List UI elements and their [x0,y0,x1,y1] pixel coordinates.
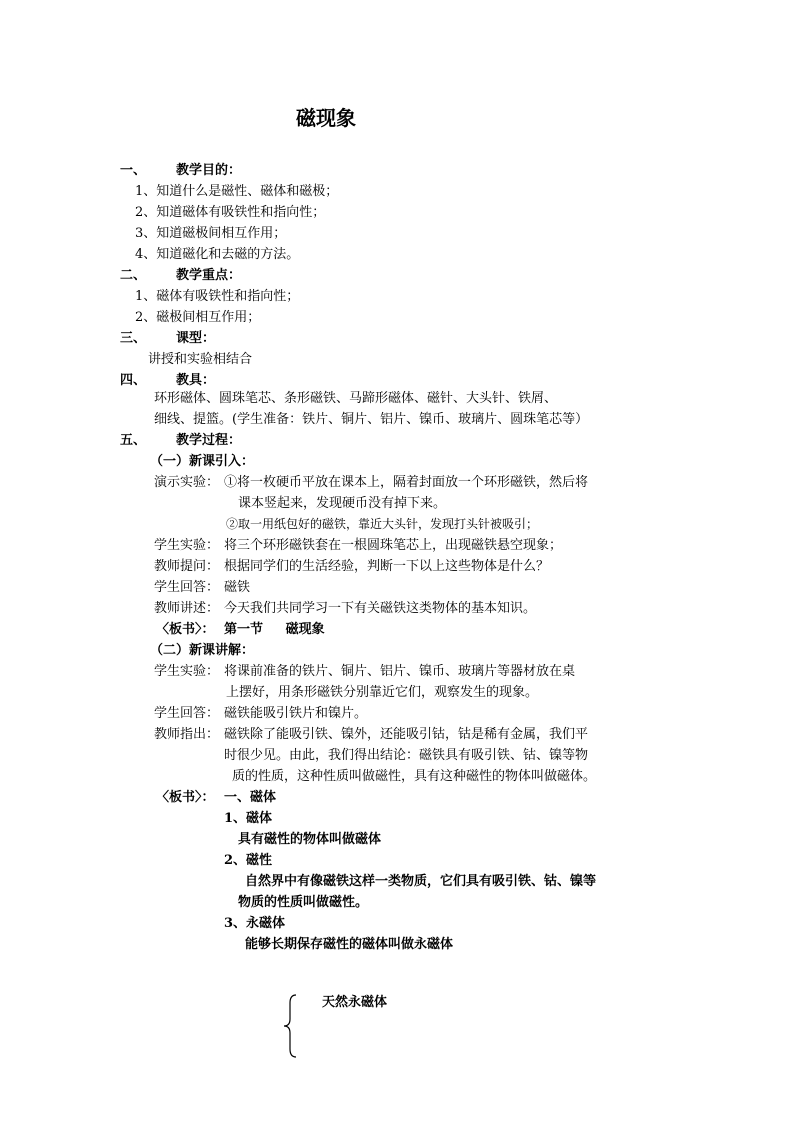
teacher-point-text: 时很少见。由此，我们得出结论：磁铁具有吸引铁、钴、镍等物 [224,748,589,763]
section-1-item: 3、知道磁极间相互作用； [135,226,287,241]
board-item-heading: 2、磁性 [224,853,273,868]
section-4-line: 环形磁体、圆珠笔芯、条形磁铁、马蹄形磁体、磁针、大头针、铁屑、 [154,391,558,406]
section-4-line: 细线、提篮。(学生准备：铁片、铜片、铝片、镍币、玻璃片、圆珠笔芯等） [154,412,589,427]
part-1-heading: （一）新课引入： [150,454,255,469]
student-answer-label: 学生回答： [154,580,220,595]
board-label: 〈板书〉： [156,622,215,637]
board-item-heading: 3、永磁体 [224,916,286,931]
student-experiment-text: 上摆好，用条形磁铁分别靠近它们，观察发生的现象。 [226,685,539,700]
student-answer-text: 磁铁 [224,580,251,595]
section-2-heading: 教学重点： [176,268,242,283]
section-2-number: 二、 [120,268,147,283]
student-experiment-label: 学生实验： [154,664,220,679]
section-4-number: 四、 [120,373,147,388]
page-title: 磁现象 [296,106,356,130]
demo-text: 课本竖起来，发现硬币没有掉下来。 [238,496,447,511]
board-text: 一、磁体 [224,790,277,805]
teacher-question-label: 教师提问： [154,559,220,574]
board-item-definition: 物质的性质叫做磁性。 [238,895,369,910]
section-2-item: 1、磁体有吸铁性和指向性； [135,289,300,304]
board-item-definition: 能够长期保存磁性的磁体叫做永磁体 [245,937,454,952]
section-1-heading: 教学目的： [176,163,242,178]
section-1-item: 2、知道磁体有吸铁性和指向性； [135,205,326,220]
section-1-item: 4、知道磁化和去磁的方法。 [135,247,300,262]
student-answer-label: 学生回答： [154,706,220,721]
board-item-definition: 自然界中有像磁铁这样一类物质，它们具有吸引铁、钴、镍等 [245,874,597,889]
demo-text: ①将一枚硬币平放在课本上，隔着封面放一个环形磁铁，然后将 [224,475,589,490]
section-3-body: 讲授和实验相结合 [148,352,253,367]
board-label: 〈板书〉： [156,790,215,805]
board-item-heading: 1、磁体 [224,811,273,826]
teacher-talk-label: 教师讲述： [154,601,220,616]
student-experiment-text: 将课前准备的铁片、铜片、铝片、镍币、玻璃片等器材放在桌 [224,664,576,679]
student-experiment-text: 将三个环形磁铁套在一根圆珠笔芯上，出现磁铁悬空现象； [224,538,563,553]
teacher-point-label: 教师指出： [154,727,220,742]
student-answer-text: 磁铁能吸引铁片和镍片。 [224,706,368,721]
teacher-point-text: 质的性质，这种性质叫做磁性，具有这种磁性的物体叫做磁体。 [232,769,597,784]
board-text: 第一节 磁现象 [224,622,325,637]
teacher-question-text: 根据同学们的生活经验，判断一下以上这些物体是什么？ [224,559,550,574]
teacher-talk-text: 今天我们共同学习一下有关磁铁这类物体的基本知识。 [224,601,537,616]
section-3-number: 三、 [120,331,147,346]
part-2-heading: （二）新课讲解： [150,643,255,658]
brace-item: 天然永磁体 [322,995,388,1010]
section-4-heading: 教具： [176,373,216,388]
demo-label: 演示实验： [154,475,220,490]
section-1-number: 一、 [120,163,147,178]
left-brace-icon [282,993,306,1059]
demo-text: ②取一用纸包好的磁铁，靠近大头针，发现打头针被吸引； [226,517,539,531]
section-5-number: 五、 [120,433,147,448]
teacher-point-text: 磁铁除了能吸引铁、镍外，还能吸引钴，钴是稀有金属，我们平 [224,727,589,742]
student-experiment-label: 学生实验： [154,538,220,553]
section-5-heading: 教学过程： [176,433,242,448]
section-3-heading: 课型： [176,331,216,346]
section-1-item: 1、知道什么是磁性、磁体和磁极； [135,184,339,199]
section-2-item: 2、磁极间相互作用； [135,310,261,325]
board-item-definition: 具有磁性的物体叫做磁体 [238,832,382,847]
